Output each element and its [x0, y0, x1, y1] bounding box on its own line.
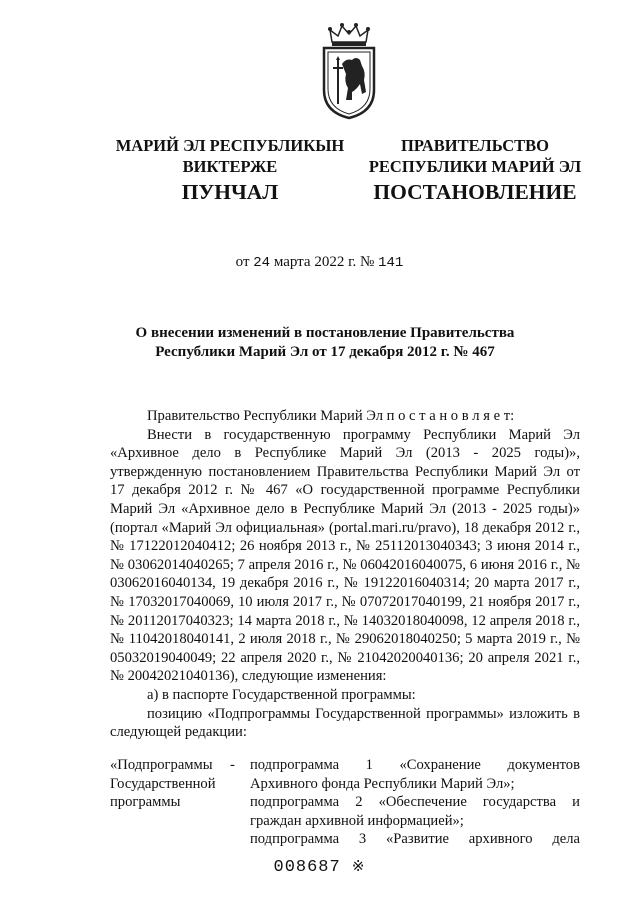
- header-right-line2: РЕСПУБЛИКИ МАРИЙ ЭЛ: [368, 157, 582, 176]
- serial-mark-icon: ※: [351, 859, 366, 876]
- document-number: 141: [378, 255, 404, 271]
- header-right-line1: ПРАВИТЕЛЬСТВО: [401, 136, 549, 155]
- table-right-cell: [250, 756, 580, 849]
- document-body: [110, 407, 580, 742]
- body-paragraph-1: Правительство Республики Марий Эл п о с т а н о в л я е т:: [147, 408, 515, 424]
- body-paragraph-4: позицию «Подпрограммы Государственной программы» изложить в следующей редакции:: [110, 705, 580, 741]
- coat-of-arms-emblem: [318, 20, 380, 120]
- title-line2: Республики Марий Эл от 17 декабря 2012 г. № 467: [155, 344, 495, 360]
- header-right-title: [350, 135, 600, 177]
- subprogram-1: подпрограмма 1 «Сохранение документов Архивного фонда Республики Марий Эл»;: [250, 757, 580, 792]
- subprogram-3: подпрограмма 3 «Развитие архивного дела: [250, 831, 580, 848]
- table-left-cell: «Подпрограммы Государственной программы: [110, 757, 216, 811]
- header-left-line1: МАРИЙ ЭЛ РЕСПУБЛИКЫН: [115, 136, 345, 155]
- title-line1: О внесении изменений в постановление Правительства: [135, 325, 515, 341]
- document-date-line: [0, 254, 639, 271]
- doc-type-russian: ПОСТАНОВЛЕНИЕ: [373, 180, 577, 204]
- table-dash: -: [230, 757, 235, 773]
- header-left-title: [90, 135, 370, 177]
- document-title: [100, 324, 550, 362]
- form-serial-number: [0, 857, 639, 877]
- body-paragraph-2: Внести в государственную программу Республики Марий Эл «Архивное дело в Республике Марий Эл (2013 - 2025 годы)», утвержденную постановлением Правительства Республики Марий Эл от 17 декабря 2012 г. № 467 «О государственной программе Республики Марий Эл «Архивное дело в Республике Марий Эл (2013 - 2025 годы)» (портал «Марий Эл официальная» (portal.mari.ru/pravo), 18 декабря 2012 г., № 17122012040412; 26 ноября 2013 г., № 25112013040343; 3 июня 2014 г., № 03062014040265; 7 апреля 2016 г., № 06042016040075, 6 июня 2016 г., № 03062016040134, 19 декабря 2016 г., № 19122016040314; 20 марта 2017 г., № 17032017040069, 10 июля 2017 г., № 07072017040199, 21 ноября 2017 г., № 20112017040323; 14 марта 2018 г., № 14032018040098, 12 апреля 2018 г., № 11042018040141, 2 июля 2018 г., № 29062018040250; 5 марта 2019 г., № 05032019040049; 22 апреля 2020 г., № 21042020040136; 20 апреля 2021 г., № 20042021040136), следующие изменения:: [110, 426, 580, 685]
- date-prefix: от: [235, 254, 250, 270]
- date-day: 24: [253, 255, 271, 271]
- doc-type-mari: ПУНЧАЛ: [181, 180, 279, 204]
- subprogram-2: подпрограмма 2 «Обеспечение государства и граждан архивной информацией»;: [250, 794, 580, 829]
- date-month-year: марта 2022 г. №: [273, 254, 375, 270]
- header-left-line2: ВИКТЕРЖЕ: [182, 157, 278, 176]
- serial-number: 008687: [273, 858, 341, 877]
- body-paragraph-3: а) в паспорте Государственной программы:: [147, 686, 416, 703]
